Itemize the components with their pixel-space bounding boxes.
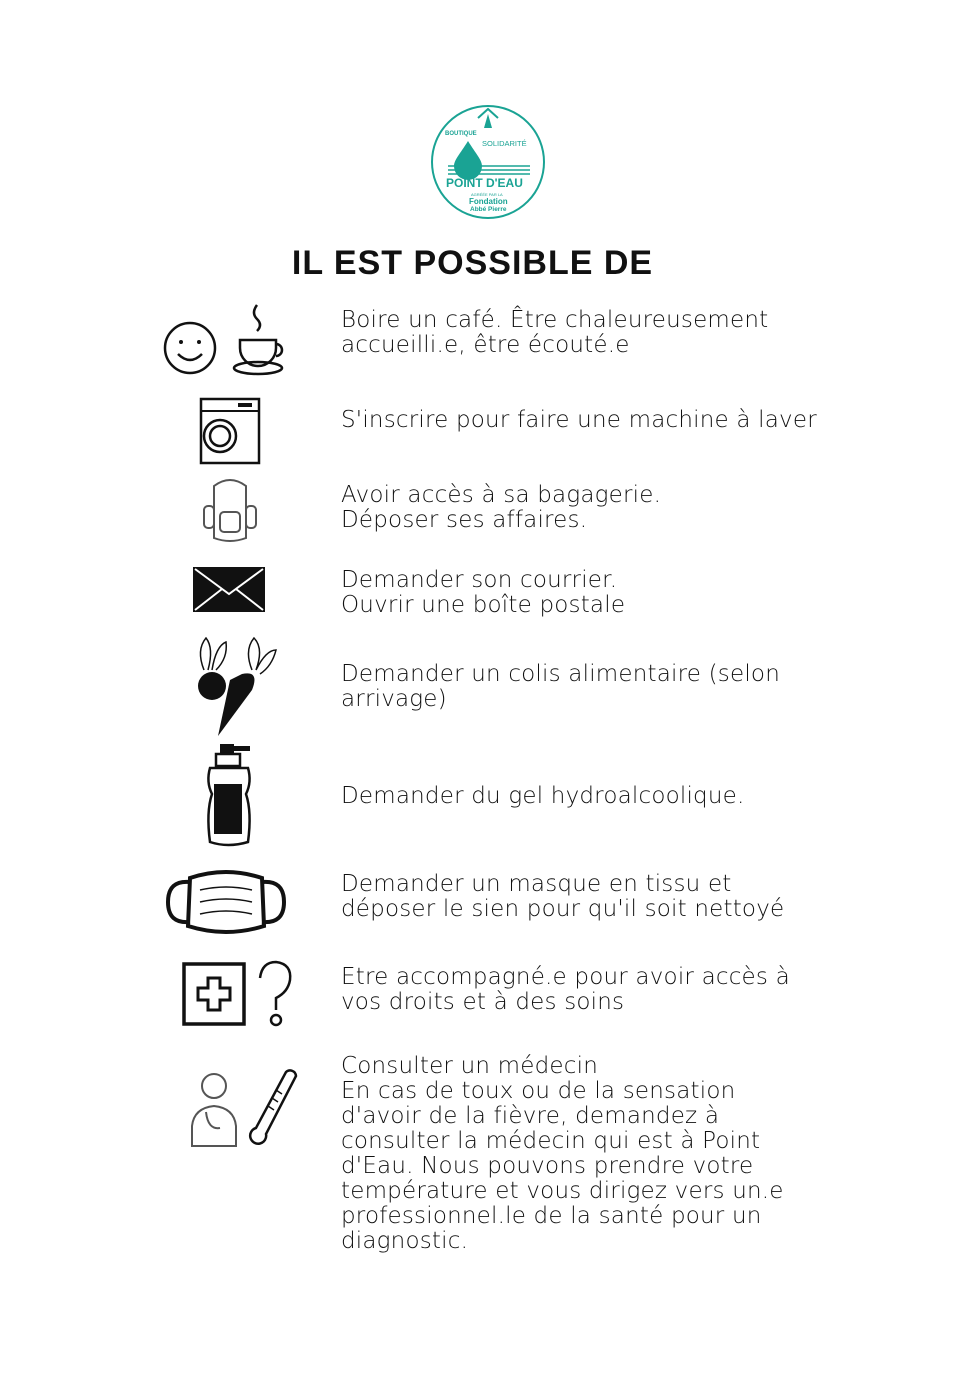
item-text-line: température et vous dirigez vers un.e <box>341 1178 784 1204</box>
item-text-line: vos droits et à des soins <box>341 989 625 1015</box>
item-text-line: diagnostic. <box>341 1228 469 1254</box>
item-text-line: Demander du gel hydroalcoolique. <box>341 783 745 809</box>
item-text-line: Boire un café. Être chaleureusement <box>341 307 769 333</box>
item-text-line: d'avoir de la fièvre, demandez à <box>341 1103 720 1129</box>
item-text <box>341 965 841 1015</box>
point-deau-logo <box>430 104 546 220</box>
item-text <box>341 483 841 533</box>
page-title: IL EST POSSIBLE DE <box>291 244 654 282</box>
item-text-line: arrivage) <box>341 686 447 712</box>
gel-bottle-icon <box>202 742 262 854</box>
item-text-line: professionnel.le de la santé pour un <box>341 1203 762 1229</box>
svg-text:Fondation: Fondation <box>469 197 508 206</box>
item-text-line: Etre accompagné.e pour avoir accès à <box>341 964 790 990</box>
item-text <box>341 308 841 358</box>
svg-text:SOLIDARITÉ: SOLIDARITÉ <box>482 139 527 148</box>
vegetables-icon <box>190 630 280 744</box>
item-text-line: Demander son courrier. <box>341 567 618 593</box>
item-text-line: Demander un colis alimentaire (selon <box>341 661 780 687</box>
item-text-line: accueilli.e, être écouté.e <box>341 332 630 358</box>
item-text-line: S'inscrire pour faire une machine à laver <box>341 407 817 433</box>
doctor-thermometer-icon <box>186 1066 306 1154</box>
item-text <box>341 568 841 618</box>
item-text-line: Déposer ses affaires. <box>341 507 588 533</box>
item-text-line: Ouvrir une boîte postale <box>341 592 626 618</box>
washing-machine-icon <box>198 396 262 470</box>
svg-text:AGRÉÉE PAR LA: AGRÉÉE PAR LA <box>471 192 503 197</box>
item-text <box>341 872 841 922</box>
item-text-line: consulter la médecin qui est à Point <box>341 1128 761 1154</box>
backpack-icon <box>200 476 260 550</box>
item-text <box>341 662 841 712</box>
item-text <box>341 1054 841 1254</box>
item-text-line: En cas de toux ou de la sensation <box>341 1078 736 1104</box>
item-text <box>341 408 841 433</box>
item-text-line: Demander un masque en tissu et <box>341 871 732 897</box>
svg-text:POINT D'EAU: POINT D'EAU <box>446 176 523 190</box>
item-text-line: Avoir accès à sa bagagerie. <box>341 482 662 508</box>
item-text-line: d'Eau. Nous pouvons prendre votre <box>341 1153 754 1179</box>
mask-icon <box>164 866 288 942</box>
svg-text:Abbé Pierre: Abbé Pierre <box>470 206 507 213</box>
smiley-coffee-icon <box>162 300 292 384</box>
medical-question-icon <box>180 958 298 1034</box>
svg-text:BOUTIQUE: BOUTIQUE <box>445 131 477 137</box>
item-text-line: déposer le sien pour qu'il soit nettoyé <box>341 896 785 922</box>
item-text <box>341 784 841 809</box>
item-text-line: Consulter un médecin <box>341 1053 598 1079</box>
envelope-icon <box>192 564 268 618</box>
